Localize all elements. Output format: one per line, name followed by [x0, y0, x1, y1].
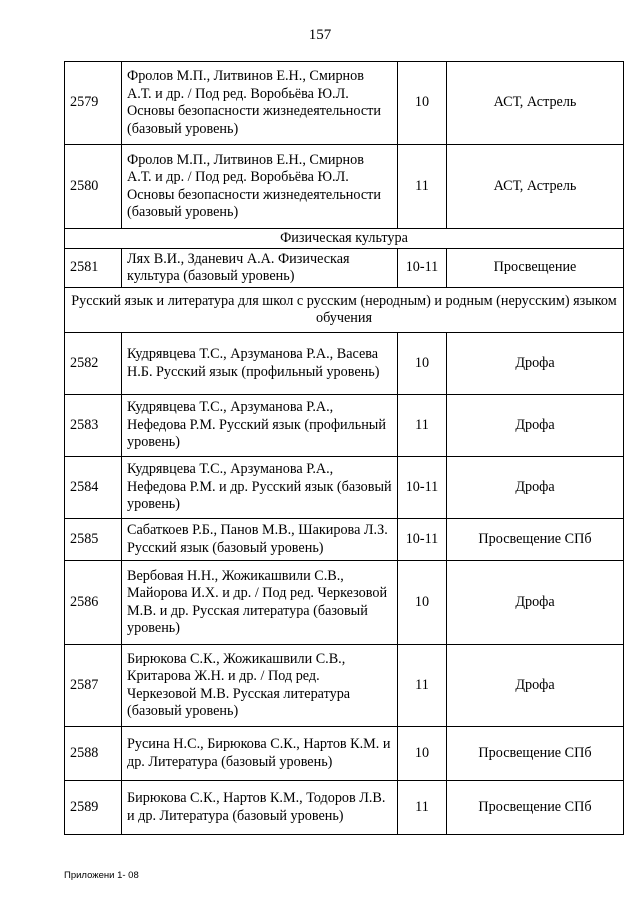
section-row — [65, 229, 624, 249]
table-row — [65, 333, 624, 395]
table-row — [65, 645, 624, 727]
table-row — [65, 145, 624, 229]
publisher: Дрофа — [447, 333, 624, 395]
textbook-title: Лях В.И., Зданевич А.А. Физическая культура (базовый уровень) — [122, 249, 398, 288]
publisher: Просвещение СПб — [447, 781, 624, 835]
textbook-title: Кудрявцева Т.С., Арзуманова Р.А., Нефедова Р.М. и др. Русский язык (базовый уровень) — [122, 457, 398, 519]
grade: 10-11 — [398, 249, 447, 288]
publisher: Дрофа — [447, 645, 624, 727]
grade: 10 — [398, 561, 447, 645]
publisher: Дрофа — [447, 561, 624, 645]
row-number: 2586 — [65, 561, 122, 645]
textbook-title: Сабаткоев Р.Б., Панов М.В., Шакирова Л.З. Русский язык (базовый уровень) — [122, 519, 398, 561]
row-number: 2583 — [65, 395, 122, 457]
textbook-title: Русина Н.С., Бирюкова С.К., Нартов К.М. и др. Литература (базовый уровень) — [122, 727, 398, 781]
grade: 10-11 — [398, 457, 447, 519]
textbook-title: Бирюкова С.К., Жожикашвили С.В., Критарова Ж.Н. и др. / Под ред. Черкезовой М.В. Русская литература (базовый уровень) — [122, 645, 398, 727]
row-number: 2585 — [65, 519, 122, 561]
publisher: Дрофа — [447, 395, 624, 457]
publisher: АСТ, Астрель — [447, 145, 624, 229]
publisher: Просвещение — [447, 249, 624, 288]
section-title: Русский язык и литература для школ с русским (неродным) и родным (нерусским) языком обучения — [65, 288, 624, 333]
textbook-title: Фролов М.П., Литвинов Е.Н., Смирнов А.Т. и др. / Под ред. Воробьёва Ю.Л. Основы безопасности жизнедеятельности (базовый уровень) — [122, 145, 398, 229]
footer-note: Приложени 1- 08 — [64, 870, 139, 881]
grade: 10 — [398, 727, 447, 781]
section-title: Физическая культура — [65, 229, 624, 249]
table-row — [65, 781, 624, 835]
row-number: 2581 — [65, 249, 122, 288]
table-row — [65, 62, 624, 145]
table-row — [65, 249, 624, 288]
publisher: АСТ, Астрель — [447, 62, 624, 145]
table-row — [65, 727, 624, 781]
textbook-title: Вербовая Н.Н., Жожикашвили С.В., Майорова И.Х. и др. / Под ред. Черкезовой М.В. и др. Русская литература (базовый уровень) — [122, 561, 398, 645]
row-number: 2584 — [65, 457, 122, 519]
table-row — [65, 519, 624, 561]
publisher: Просвещение СПб — [447, 727, 624, 781]
grade: 10-11 — [398, 519, 447, 561]
textbook-title: Бирюкова С.К., Нартов К.М., Тодоров Л.В. и др. Литература (базовый уровень) — [122, 781, 398, 835]
row-number: 2588 — [65, 727, 122, 781]
textbook-title: Кудрявцева Т.С., Арзуманова Р.А., Нефедова Р.М. Русский язык (профильный уровень) — [122, 395, 398, 457]
textbook-title: Фролов М.П., Литвинов Е.Н., Смирнов А.Т. и др. / Под ред. Воробьёва Ю.Л. Основы безопасности жизнедеятельности (базовый уровень) — [122, 62, 398, 145]
grade: 11 — [398, 781, 447, 835]
publisher: Просвещение СПб — [447, 519, 624, 561]
page-number: 157 — [308, 27, 332, 43]
grade: 11 — [398, 395, 447, 457]
row-number: 2587 — [65, 645, 122, 727]
section-row — [65, 288, 624, 333]
grade: 11 — [398, 145, 447, 229]
row-number: 2582 — [65, 333, 122, 395]
table-row — [65, 561, 624, 645]
textbook-table — [64, 61, 624, 835]
grade: 10 — [398, 333, 447, 395]
table-row — [65, 395, 624, 457]
grade: 10 — [398, 62, 447, 145]
row-number: 2589 — [65, 781, 122, 835]
publisher: Дрофа — [447, 457, 624, 519]
grade: 11 — [398, 645, 447, 727]
row-number: 2579 — [65, 62, 122, 145]
table-row — [65, 457, 624, 519]
textbook-title: Кудрявцева Т.С., Арзуманова Р.А., Васева Н.Б. Русский язык (профильный уровень) — [122, 333, 398, 395]
row-number: 2580 — [65, 145, 122, 229]
